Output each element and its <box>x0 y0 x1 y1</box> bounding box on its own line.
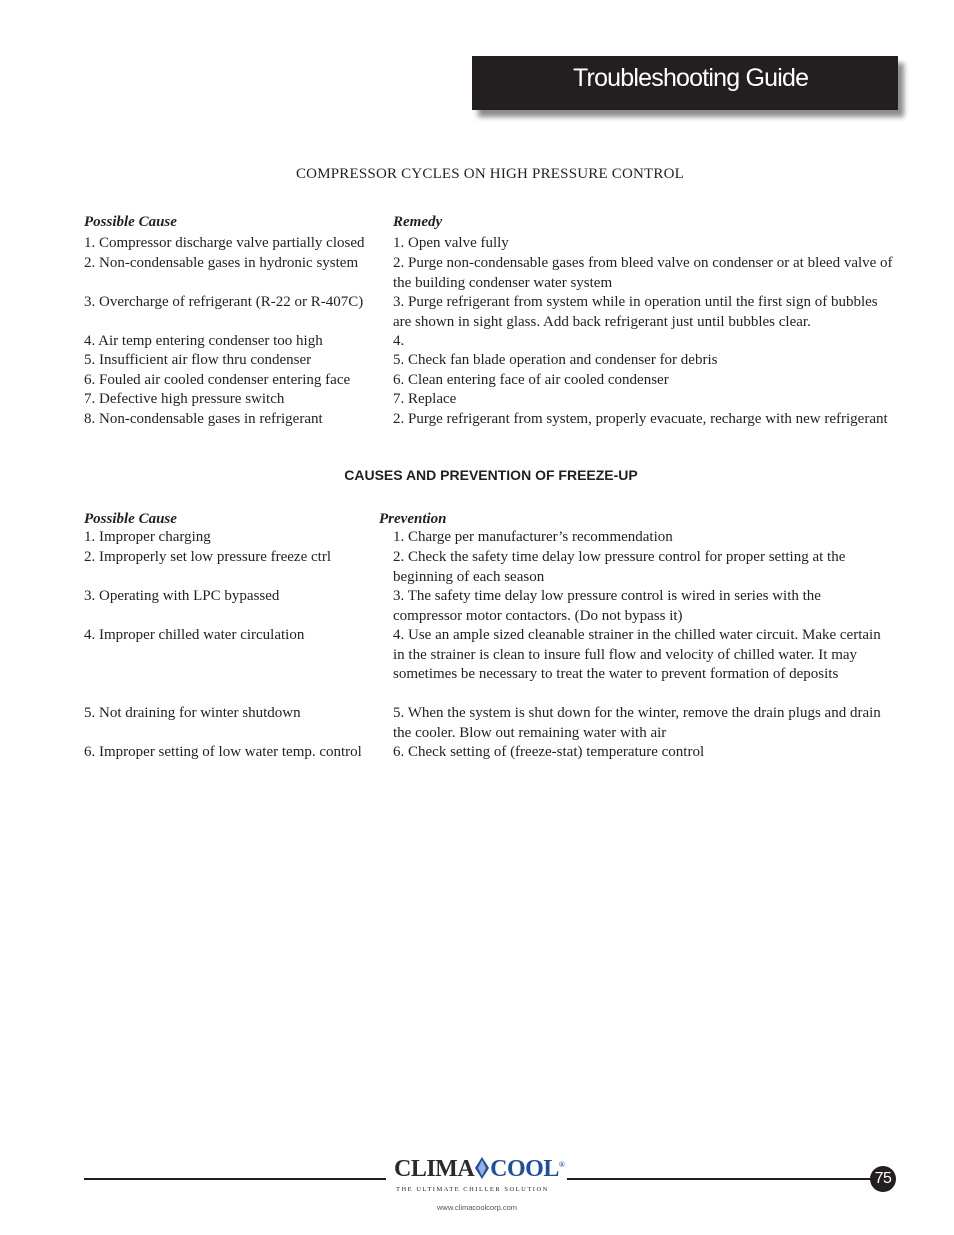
cause-text: 3. Overcharge of refrigerant (R-22 or R-407C) <box>84 294 364 310</box>
cause-text: 2. Improperly set low pressure freeze ctrl <box>84 549 331 565</box>
column-header-cause: Possible Cause <box>84 214 177 230</box>
registered-mark: ® <box>558 1160 565 1169</box>
logo-text-clima: CLIMA <box>394 1156 475 1182</box>
column-header-prevention: Prevention <box>379 511 447 527</box>
logo-tagline: THE ULTIMATE CHILLER SOLUTION <box>396 1186 549 1193</box>
page-title: Troubleshooting Guide <box>573 64 809 92</box>
cause-text: 5. Not draining for winter shutdown <box>84 705 301 721</box>
remedy-text: 7. Replace <box>393 391 457 407</box>
section-title-freeze-up: CAUSES AND PREVENTION OF FREEZE-UP <box>344 467 638 483</box>
diamond-icon <box>475 1157 489 1179</box>
remedy-text: 3. Purge refrigerant from system while in operation until the first sign of bubbles are shown in sight glass. Add back refrigerant just until bubbles clear. <box>393 294 878 330</box>
page-number-badge: 75 <box>870 1166 896 1192</box>
cause-text: 7. Defective high pressure switch <box>84 391 285 407</box>
cause-text: 1. Improper charging <box>84 529 211 545</box>
footer-rule-left <box>84 1178 386 1180</box>
cause-text: 3. Operating with LPC bypassed <box>84 588 280 604</box>
remedy-text: 5. Check fan blade operation and condenser for debris <box>393 352 718 368</box>
cause-text: 6. Improper setting of low water temp. control <box>84 744 362 760</box>
cause-text: 6. Fouled air cooled condenser entering face <box>84 372 351 388</box>
cause-text: 4. Improper chilled water circulation <box>84 627 305 643</box>
cause-text: 8. Non-condensable gases in refrigerant <box>84 411 323 427</box>
prevention-text: 6. Check setting of (freeze-stat) temperature control <box>393 744 705 760</box>
logo-text-cool: COOL <box>490 1156 559 1182</box>
cause-text: 1. Compressor discharge valve partially closed <box>84 235 365 251</box>
prevention-text: 2. Check the safety time delay low pressure control for proper setting at the beginning of each season <box>393 549 846 585</box>
section-title-high-pressure: COMPRESSOR CYCLES ON HIGH PRESSURE CONTROL <box>295 166 685 182</box>
remedy-text: 6. Clean entering face of air cooled condenser <box>393 372 669 388</box>
footer-url: www.climacoolcorp.com <box>436 1203 518 1212</box>
remedy-text: 2. Purge non-condensable gases from bleed valve on condenser or at bleed valve of the building condenser water system <box>393 255 893 291</box>
column-header-cause: Possible Cause <box>84 511 177 527</box>
cause-text: 2. Non-condensable gases in hydronic system <box>84 255 359 271</box>
cause-text: 4. Air temp entering condenser too high <box>84 333 323 349</box>
column-header-remedy: Remedy <box>393 214 443 230</box>
prevention-text: 1. Charge per manufacturer’s recommendation <box>393 529 673 545</box>
remedy-text: 4. <box>393 333 405 349</box>
cause-text: 5. Insufficient air flow thru condenser <box>84 352 312 368</box>
header-banner <box>472 56 898 110</box>
remedy-text: 2. Purge refrigerant from system, properly evacuate, recharge with new refrigerant <box>393 411 888 427</box>
prevention-text: 4. Use an ample sized cleanable strainer in the chilled water circuit. Make certain in the strainer is clean to insure full flow and velocity of chilled water. It may sometimes be necessary to treat the water to prevent formation of deposits <box>393 627 881 682</box>
climacool-logo <box>394 1156 564 1196</box>
remedy-text: 1. Open valve fully <box>393 235 509 251</box>
prevention-text: 3. The safety time delay low pressure control is wired in series with the compressor motor contactors. (Do not bypass it) <box>393 588 821 624</box>
footer-rule-right <box>567 1178 872 1180</box>
prevention-text: 5. When the system is shut down for the winter, remove the drain plugs and drain the cooler. Blow out remaining water with air <box>393 705 881 741</box>
